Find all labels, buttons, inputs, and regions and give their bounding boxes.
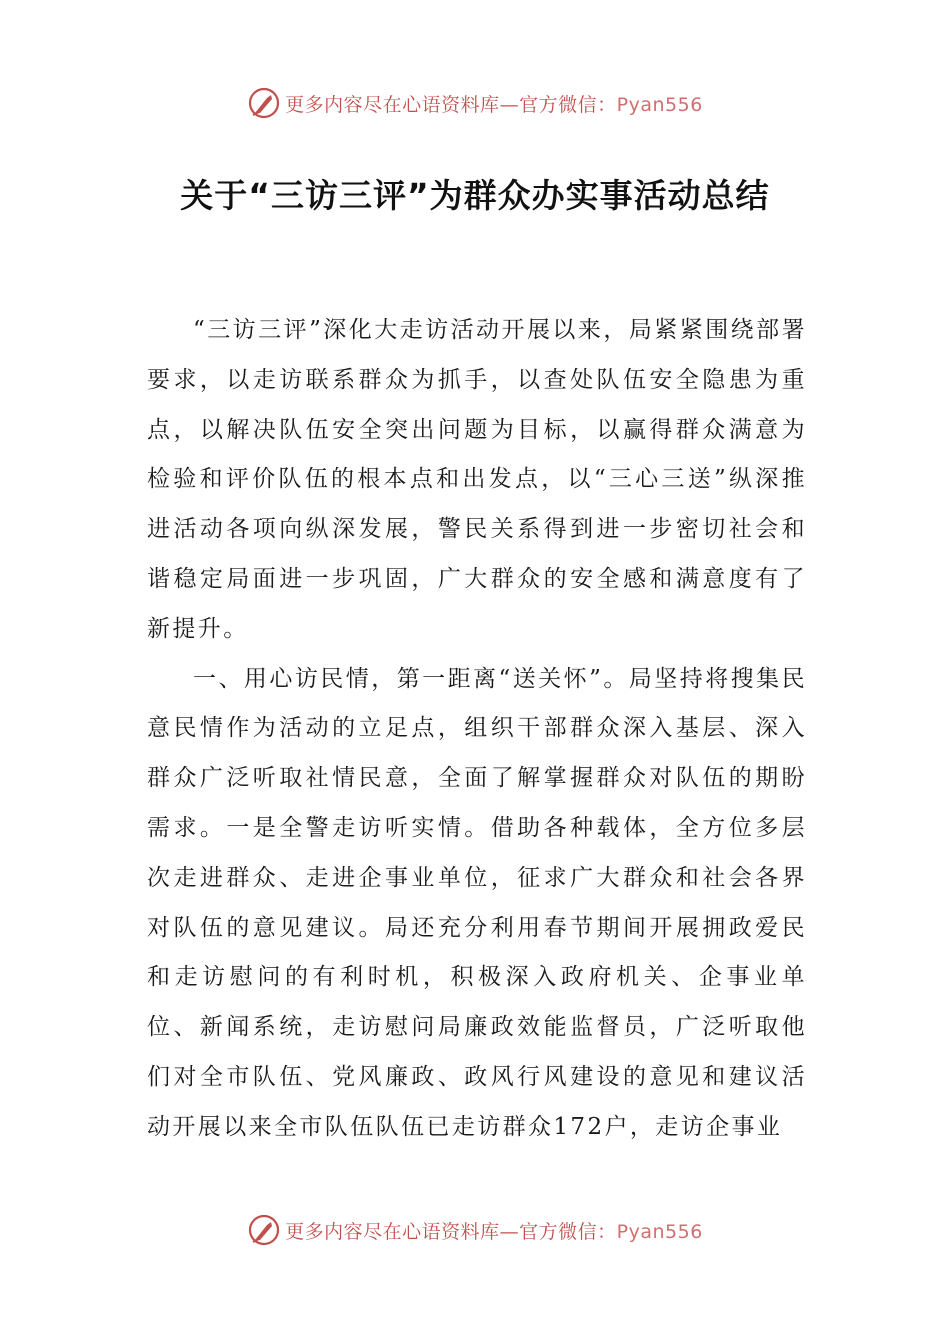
footer-watermark: [0, 1210, 950, 1250]
pen-circle-logo-icon: [247, 86, 281, 120]
document-body: [147, 306, 807, 1153]
watermark-text: 更多内容尽在心语资料库—官方微信：Pyan556: [285, 93, 703, 116]
paragraph-section-one: 一、用心访民情，第一距离“送关怀”。局坚持将搜集民意民情作为活动的立足点，组织干部群众深入基层、深入群众广泛听取社情民意，全面了解掌握群众对队伍的期盼需求。一是全警走访听实情。借助各种载体，全方位多层次走进群众、走进企事业单位，征求广大群众和社会各界对队伍的意见建议。局还充分利用春节期间开展拥政爱民和走访慰问的有利时机，积极深入政府机关、企事业单位、新闻系统，走访慰问局廉政效能监督员，广泛听取他们对全市队伍、党风廉政、政风行风建设的意见和建议活动开展以来全市队伍队伍已走访群众172户，走访企事业: [147, 665, 807, 1140]
watermark-wechat-id: Pyan556: [616, 93, 703, 116]
document-title: 关于“三访三评”为群众办实事活动总结: [180, 176, 770, 215]
watermark-text: 更多内容尽在心语资料库—官方微信：Pyan556: [285, 1220, 703, 1243]
paragraph-intro: “三访三评”深化大走访活动开展以来，局紧紧围绕部署要求，以走访联系群众为抓手，以查处队伍安全隐患为重点，以解决队伍安全突出问题为目标，以赢得群众满意为检验和评价队伍的根本点和出发点，以“三心三送”纵深推进活动各项向纵深发展，警民关系得到进一步密切社会和谐稳定局面进一步巩固，广大群众的安全感和满意度有了新提升。: [147, 317, 807, 642]
header-watermark: [0, 83, 950, 123]
watermark-wechat-id: Pyan556: [616, 1220, 703, 1243]
pen-circle-logo-icon: [247, 1213, 281, 1247]
